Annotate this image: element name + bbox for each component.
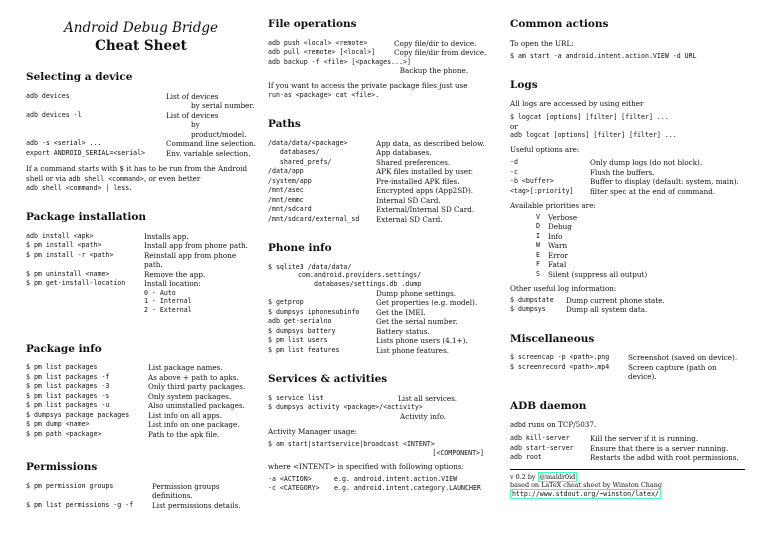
cmd-row: [26, 139, 256, 149]
cmd-row: [26, 420, 256, 430]
desc: List phone features.: [376, 345, 450, 355]
cmd-row: [26, 373, 256, 383]
note-text: .: [129, 183, 132, 193]
cmd-row: [510, 444, 745, 454]
opt-row: [268, 484, 498, 493]
opt: -d: [510, 158, 518, 167]
cmd: databases/settings.db .dump: [314, 280, 422, 289]
path: /system/app: [268, 176, 312, 185]
cmd: $ service list: [268, 393, 324, 402]
desc: List all services.: [398, 393, 458, 403]
heading-permissions: Permissions: [26, 461, 98, 474]
desc: Dump all system data.: [566, 305, 648, 315]
cmd-row: [268, 298, 498, 308]
path: /mnt/sdcard/external_sd: [268, 214, 360, 223]
priority-row: [522, 232, 745, 242]
cmd-row: [268, 394, 498, 404]
section-adb-daemon: [510, 400, 745, 463]
desc: List info on one package.: [148, 420, 240, 430]
desc: Also uninstalled packages.: [148, 401, 245, 411]
prio: I: [536, 231, 540, 240]
common-text: To open the URL:: [510, 38, 574, 48]
cmd: $ dumpsys iphonesubinfo: [268, 307, 360, 316]
cmd: $ am start|startservice|broadcast <INTENT>: [268, 440, 435, 449]
cmd: adb push <local> <remote>: [268, 38, 368, 47]
desc: List package names.: [148, 363, 223, 373]
title-line-2: Cheat Sheet: [95, 37, 187, 54]
cmd: $ pm list packages -u: [26, 401, 110, 410]
desc: External/Internal SD Card.: [376, 205, 475, 215]
priority-row: [522, 213, 745, 223]
opt: -b <buffer>: [510, 177, 554, 186]
cmd-row: [268, 327, 498, 337]
section-paths: [268, 118, 498, 224]
cmd: $ screencap -p <path>.png: [510, 353, 610, 362]
footer: [510, 469, 745, 499]
cmd: $ screenrecord <path>.mp4: [510, 362, 610, 371]
cmd-row: [26, 111, 256, 121]
cmd-row: [268, 39, 498, 49]
cmd: $ am start -a android.intent.action.VIEW -d URL: [510, 52, 697, 61]
desc: Encrypted apps (App2SD).: [376, 186, 474, 196]
path-row: [268, 215, 498, 225]
prio: S: [536, 269, 540, 278]
desc: Copy file/dir from device.: [394, 48, 487, 58]
cmd: adb root: [510, 453, 542, 462]
desc: e.g. android.intent.action.VIEW: [334, 475, 458, 483]
cmd-row: [26, 279, 256, 289]
cmd: $ dumpstate: [510, 295, 554, 304]
desc: App data, as described below.: [376, 138, 485, 148]
path: shared_prefs/: [268, 157, 332, 166]
desc: Verbose: [548, 212, 578, 222]
cmd: $ pm list permissions -g -f: [26, 500, 134, 509]
cmd: $ pm list features: [268, 345, 340, 354]
heading-common-actions: Common actions: [510, 18, 609, 30]
cmd: $ pm get-install-location: [26, 279, 126, 288]
desc: Get the IMEI.: [376, 307, 426, 317]
heading-selecting-device: Selecting a device: [26, 71, 133, 84]
heading-services: Services & activities: [268, 373, 388, 386]
opt-row: [510, 187, 745, 197]
selecting-note: [26, 164, 256, 193]
section-phone-info: [268, 242, 498, 355]
note-text: If a command starts with $ it has to be run from the Android shell or via: [26, 164, 248, 183]
desc: by product/model.: [191, 120, 247, 139]
opt-row: [510, 168, 745, 178]
priority-row: [522, 251, 745, 261]
desc: List info on all apps.: [148, 410, 223, 420]
am-usage: Activity Manager usage:: [268, 426, 358, 436]
desc: Restarts the adbd with root permissions.: [590, 453, 739, 463]
cmd-row: [26, 501, 256, 511]
priority-row: [522, 260, 745, 270]
cmd-row: [26, 382, 256, 392]
path-row: [268, 158, 498, 168]
cmd: adb kill-server: [510, 434, 570, 443]
desc: by serial number.: [191, 101, 255, 111]
prio: F: [536, 260, 540, 269]
cmd: adb devices: [26, 91, 70, 100]
opt-row: [268, 475, 498, 484]
cmd: adb start-server: [510, 443, 574, 452]
cmd-row: [26, 270, 256, 280]
cmd-row: [26, 411, 256, 421]
column-2: [268, 18, 498, 510]
priority-row: [522, 270, 745, 280]
opt: -a <ACTION>: [268, 475, 312, 483]
desc: Command line selection.: [166, 139, 256, 149]
desc: Screen capture (path on device).: [628, 362, 717, 382]
cmd: adb install <apk>: [26, 231, 94, 240]
cmd: $ pm list packages -s: [26, 391, 110, 400]
path: /data/data/<package>: [268, 138, 348, 147]
desc: APK files installed by user.: [376, 167, 473, 177]
desc: Shared preferences.: [376, 157, 451, 167]
desc: Only dump logs (do not block).: [590, 158, 703, 168]
desc: Dump current phone state.: [566, 295, 665, 305]
cmd: com.android.providers.settings/: [298, 271, 422, 280]
path: databases/: [268, 148, 320, 157]
heading-package-installation: Package installation: [26, 211, 147, 224]
desc: As above + path to apks.: [148, 372, 239, 382]
cmd-row: [26, 392, 256, 402]
footer-based: based on LaTeX cheat sheet by Winston Chang: [510, 481, 662, 490]
cmd-row: [26, 241, 256, 251]
cmd: $ pm permission groups: [26, 481, 114, 490]
desc: Only third party packages.: [148, 382, 246, 392]
cmd: $ sqlite3 /data/data/: [268, 262, 352, 271]
desc: Buffer to display (default: system, main).: [590, 177, 739, 187]
path-row: [268, 148, 498, 158]
path: /mnt/sdcard: [268, 205, 312, 214]
desc: Installs app.: [144, 231, 189, 241]
desc: Activity info.: [400, 412, 447, 422]
heading-package-info: Package info: [26, 342, 102, 355]
desc: Get properties (e.g. model).: [376, 298, 478, 308]
desc: Warn: [548, 241, 568, 251]
location-option: 1 - Internal: [144, 297, 192, 306]
desc: Remove the app.: [144, 269, 206, 279]
cmd: adb backup -f <file> [<packages...>]: [268, 57, 411, 66]
heading-file-operations: File operations: [268, 18, 357, 30]
footer-version: [510, 473, 745, 481]
desc: External SD Card.: [376, 214, 443, 224]
author-link[interactable]: @maldr0id: [539, 472, 576, 481]
desc: App databases.: [376, 148, 432, 158]
desc: Reinstall app from phone path.: [144, 250, 237, 270]
cmd: $ pm list packages: [26, 363, 98, 372]
desc: Error: [548, 250, 568, 260]
desc: Dump phone settings.: [376, 288, 457, 298]
cmd: $ dumpsys: [510, 305, 546, 314]
section-permissions: [26, 461, 256, 510]
desc: filter spec at the end of command.: [590, 186, 716, 196]
section-services: [268, 373, 498, 492]
opt: -c: [510, 167, 518, 176]
path-row: [268, 167, 498, 177]
cmd: adb logcat [options] [filter] [filter] ...: [510, 131, 677, 140]
note-code: adb shell <command>: [68, 174, 144, 183]
desc: Battery status.: [376, 326, 430, 336]
cmd: $ getprop: [268, 298, 304, 307]
note-code: run-as <package> cat <file>.: [268, 91, 380, 100]
cmd-row: [510, 434, 745, 444]
desc: Flush the buffers.: [590, 167, 655, 177]
desc: List of devices: [166, 110, 219, 120]
cmd-row: [26, 401, 256, 411]
cmd: $ dumpsys battery: [268, 326, 336, 335]
desc: Get the serial number.: [376, 317, 458, 327]
cmd-row: [26, 430, 256, 440]
desc: Pre-installed APK files.: [376, 176, 460, 186]
priority-row: [522, 222, 745, 232]
desc: Copy file/dir to device.: [394, 38, 477, 48]
cmd-row-cont: [26, 101, 256, 111]
opt: -c <CATEGORY>: [268, 483, 320, 492]
path: /mnt/emmc: [268, 195, 304, 204]
path-row: [268, 177, 498, 187]
note-text: If you want to access the private package files just use: [268, 80, 468, 90]
daemon-code: adbd: [510, 421, 526, 430]
path-row: [268, 186, 498, 196]
heading-adb-daemon: ADB daemon: [510, 399, 587, 412]
cmd-row: [26, 482, 256, 501]
cmd: adb get-serialno: [268, 317, 332, 326]
desc: Fatal: [548, 260, 567, 270]
cmd-row: [26, 149, 256, 159]
desc: Path to the apk file.: [148, 429, 220, 439]
prio: E: [536, 250, 540, 259]
intent-note: where <INTENT> is specified with following options:: [268, 461, 464, 471]
cmd: [<COMPONENT>]: [432, 448, 484, 457]
daemon-text-rest: runs on TCP/5037.: [525, 420, 597, 430]
heading-logs: Logs: [510, 78, 538, 91]
cmd: adb pull <remote> [<local>]: [268, 48, 376, 57]
other-label: Other useful log information:: [510, 284, 617, 294]
cmd-row: [268, 308, 498, 318]
desc: Only system packages.: [148, 391, 232, 401]
opt: <tag>[:priority]: [510, 186, 574, 195]
path-row: [268, 205, 498, 215]
cmd: export ANDROID_SERIAL=<serial>: [26, 148, 146, 157]
cmd-row: [510, 305, 745, 315]
cmd: $ pm install -r <path>: [26, 250, 114, 259]
cmd-row: [510, 353, 745, 363]
section-package-installation: [26, 211, 256, 315]
cmd-row: [26, 363, 256, 373]
desc: e.g. android.intent.category.LAUNCHER: [334, 483, 481, 492]
cmd-row: [268, 346, 498, 356]
cmd: $ pm list users: [268, 336, 328, 345]
page-title: [26, 20, 256, 55]
version-text: v 0.2 by: [510, 472, 538, 481]
cmd: $ dumpsys package packages: [26, 410, 130, 419]
desc: Backup the phone.: [399, 66, 468, 76]
section-package-info: [26, 343, 256, 440]
prio: V: [536, 212, 540, 221]
cmd: $ pm list packages -3: [26, 382, 110, 391]
cmd: $ pm dump <name>: [26, 420, 90, 429]
cmd: $ dumpsys activity <package>/<activity>: [268, 403, 423, 412]
opts-label: Useful options are:: [510, 144, 580, 154]
logs-text: All logs are accessed by using either: [510, 99, 644, 109]
cmd-row-cont: [26, 120, 256, 139]
logs-or: or: [510, 121, 518, 131]
cmd: $ pm install <path>: [26, 241, 102, 250]
path-row: [268, 196, 498, 206]
prio: D: [536, 222, 540, 231]
title-line-1: Android Debug Bridge: [64, 20, 218, 36]
path-row: [268, 139, 498, 149]
cmd: adb -s <serial> ...: [26, 139, 102, 148]
desc: List of devices: [166, 91, 219, 101]
heading-phone-info: Phone info: [268, 242, 332, 255]
cmd-row: [268, 317, 498, 327]
source-url-link[interactable]: http://www.stdout.org/~winston/latex/: [512, 489, 659, 498]
desc: Ensure that there is a server running.: [590, 443, 729, 453]
cmd-row: [26, 232, 256, 242]
cmd-row: [26, 92, 256, 102]
heading-misc: Miscellaneous: [510, 332, 595, 345]
path: /data/app: [268, 167, 304, 176]
column-3: [510, 18, 745, 498]
column-1: [26, 18, 256, 528]
desc: Info: [548, 231, 563, 241]
cmd-row: [268, 48, 498, 58]
cmd: $ pm path <package>: [26, 429, 102, 438]
desc: Screenshot (saved on device).: [628, 353, 738, 363]
desc: Silent (suppress all output): [548, 269, 648, 279]
location-option: 0 - Auto: [144, 288, 176, 297]
desc: Install location:: [144, 279, 201, 289]
heading-paths: Paths: [268, 118, 301, 130]
desc: Internal SD Card.: [376, 195, 441, 205]
cmd-row: [510, 453, 745, 463]
section-common-actions: [510, 18, 745, 61]
desc: Kill the server if it is running.: [590, 434, 699, 444]
cmd-row: [268, 58, 498, 67]
opt-row: [510, 177, 745, 187]
cmd-row: [26, 251, 256, 270]
cmd-row: [510, 296, 745, 306]
cmd: $ pm list packages -f: [26, 372, 110, 381]
desc: List permissions details.: [152, 500, 241, 510]
note-text: , or even better: [143, 173, 201, 183]
priority-list: [510, 213, 745, 280]
section-misc: [510, 333, 745, 382]
note-code: adb shell <command> | less: [26, 184, 130, 193]
desc: Permission groups definitions.: [152, 481, 220, 501]
cmd-row: [268, 336, 498, 346]
section-logs: [510, 79, 745, 315]
prio: W: [536, 241, 540, 250]
prio-label: Available priorities are:: [510, 201, 596, 211]
desc: Env. variable selection.: [166, 148, 251, 158]
section-file-operations: [268, 18, 498, 100]
location-option: 2 - External: [144, 306, 192, 315]
desc: Debug: [548, 222, 572, 232]
cmd: adb devices -l: [26, 110, 82, 119]
fileops-note: [268, 81, 498, 100]
cmd: $ logcat [options] [filter] [filter] ...: [510, 112, 669, 121]
priority-row: [522, 241, 745, 251]
opt-row: [510, 158, 745, 168]
desc: Lists phone users (4.1+).: [376, 336, 468, 346]
desc: Install app from phone path.: [144, 241, 248, 251]
path: /mnt/asec: [268, 186, 304, 195]
cmd: $ pm uninstall <name>: [26, 269, 110, 278]
daemon-text: [510, 420, 745, 430]
install-locations: [26, 289, 256, 315]
cmd-row: [510, 363, 745, 382]
section-selecting-device: [26, 71, 256, 193]
